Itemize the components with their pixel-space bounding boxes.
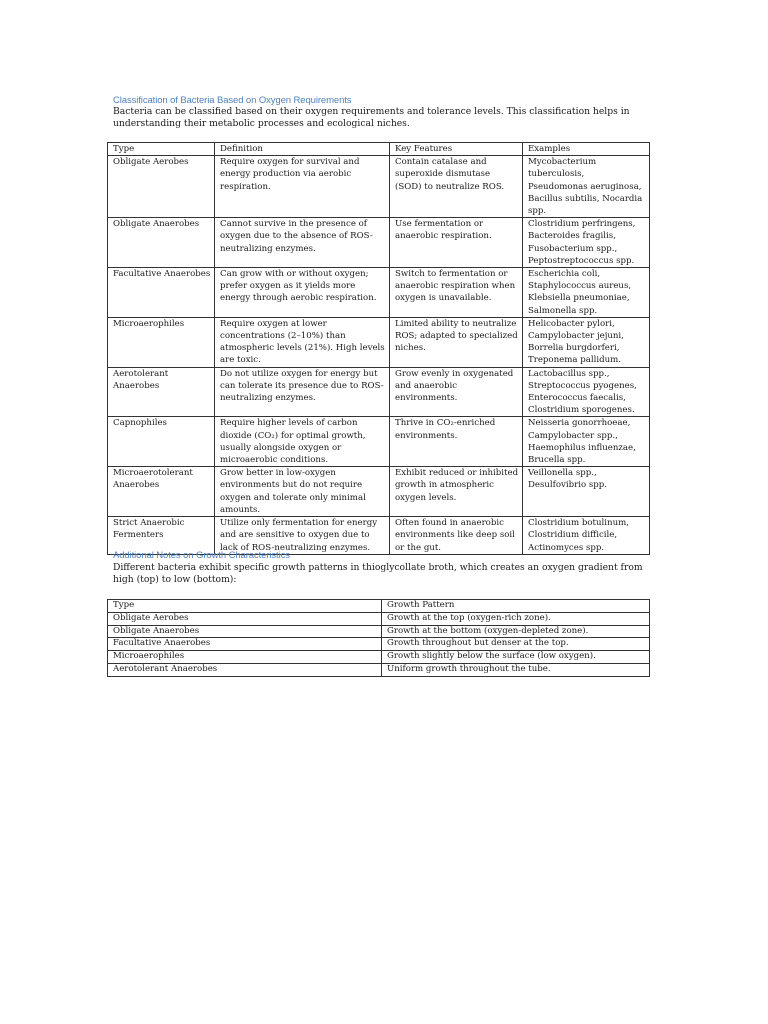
cell-type: Facultative Anaerobes (108, 268, 215, 318)
header-examples: Examples (523, 143, 650, 156)
cell-examples: Mycobacterium tuberculosis, Pseudomonas aeruginosa, Bacillus subtilis, Nocardia spp. (523, 156, 650, 218)
cell-type: Obligate Aerobes (108, 156, 215, 218)
table-row (108, 417, 650, 467)
header-growth-pattern: Growth Pattern (382, 600, 650, 613)
cell-type: Microaerophiles (108, 317, 215, 367)
cell-type: Capnophiles (108, 417, 215, 467)
table-header-row (108, 600, 650, 613)
cell-examples: Clostridium perfringens, Bacteroides fragilis, Fusobacterium spp., Peptostreptococcus spp. (523, 218, 650, 268)
table-header-row (108, 143, 650, 156)
table-row (108, 612, 650, 625)
table-row (108, 663, 650, 676)
cell-key-features: Grow evenly in oxygenated and anaerobic environments. (390, 367, 523, 417)
table-row (108, 638, 650, 651)
section-heading-growth-notes: Additional Notes on Growth Characteristics (113, 550, 290, 561)
cell-definition: Grow better in low-oxygen environments but do not require oxygen and tolerate only minimal amounts. (215, 467, 390, 517)
cell-type: Microaerophiles (108, 651, 382, 664)
cell-definition: Cannot survive in the presence of oxygen due to the absence of ROS-neutralizing enzymes. (215, 218, 390, 268)
table-row (108, 467, 650, 517)
classification-table (107, 142, 650, 555)
header-definition: Definition (215, 143, 390, 156)
table-row (108, 625, 650, 638)
table-row (108, 268, 650, 318)
cell-examples: Clostridium botulinum, Clostridium difficile, Actinomyces spp. (523, 517, 650, 555)
cell-examples: Veillonella spp., Desulfovibrio spp. (523, 467, 650, 517)
cell-key-features: Contain catalase and superoxide dismutase (SOD) to neutralize ROS. (390, 156, 523, 218)
cell-growth-pattern: Uniform growth throughout the tube. (382, 663, 650, 676)
cell-type: Obligate Anaerobes (108, 625, 382, 638)
cell-type: Aerotolerant Anaerobes (108, 663, 382, 676)
cell-examples: Lactobacillus spp., Streptococcus pyogenes, Enterococcus faecalis, Clostridium sporogenes. (523, 367, 650, 417)
table-row (108, 317, 650, 367)
cell-growth-pattern: Growth at the top (oxygen-rich zone). (382, 612, 650, 625)
header-key-features: Key Features (390, 143, 523, 156)
header-type: Type (108, 600, 382, 613)
cell-examples: Escherichia coli, Staphylococcus aureus, Klebsiella pneumoniae, Salmonella spp. (523, 268, 650, 318)
cell-growth-pattern: Growth slightly below the surface (low oxygen). (382, 651, 650, 664)
cell-definition: Require higher levels of carbon dioxide (CO₂) for optimal growth, usually alongside oxygen or microaerobic conditions. (215, 417, 390, 467)
cell-type: Strict Anaerobic Fermenters (108, 517, 215, 555)
cell-type: Obligate Aerobes (108, 612, 382, 625)
cell-examples: Helicobacter pylori, Campylobacter jejuni, Borrelia burgdorferi, Treponema pallidum. (523, 317, 650, 367)
table-row (108, 367, 650, 417)
cell-growth-pattern: Growth throughout but denser at the top. (382, 638, 650, 651)
cell-definition: Utilize only fermentation for energy and are sensitive to oxygen due to lack of ROS-neutralizing enzymes. (215, 517, 390, 555)
table-row (108, 218, 650, 268)
cell-definition: Do not utilize oxygen for energy but can tolerate its presence due to ROS-neutralizing enzymes. (215, 367, 390, 417)
cell-type: Aerotolerant Anaerobes (108, 367, 215, 417)
cell-type: Microaerotolerant Anaerobes (108, 467, 215, 517)
growth-intro-paragraph: Different bacteria exhibit specific growth patterns in thioglycollate broth, which creates an oxygen gradient from high (top) to low (bottom): (113, 562, 643, 586)
cell-type: Facultative Anaerobes (108, 638, 382, 651)
section-heading-classification: Classification of Bacteria Based on Oxygen Requirements (113, 95, 352, 106)
cell-key-features: Use fermentation or anaerobic respiration. (390, 218, 523, 268)
table-row (108, 156, 650, 218)
header-type: Type (108, 143, 215, 156)
cell-type: Obligate Anaerobes (108, 218, 215, 268)
cell-definition: Require oxygen at lower concentrations (2–10%) than atmospheric levels (21%). High levels are toxic. (215, 317, 390, 367)
cell-growth-pattern: Growth at the bottom (oxygen-depleted zone). (382, 625, 650, 638)
table-row (108, 651, 650, 664)
cell-examples: Neisseria gonorrhoeae, Campylobacter spp., Haemophilus influenzae, Brucella spp. (523, 417, 650, 467)
intro-paragraph: Bacteria can be classified based on their oxygen requirements and tolerance levels. This classification helps in understanding their metabolic processes and ecological niches. (113, 106, 630, 130)
cell-key-features: Switch to fermentation or anaerobic respiration when oxygen is unavailable. (390, 268, 523, 318)
cell-key-features: Thrive in CO₂-enriched environments. (390, 417, 523, 467)
cell-key-features: Often found in anaerobic environments like deep soil or the gut. (390, 517, 523, 555)
cell-definition: Can grow with or without oxygen; prefer oxygen as it yields more energy through aerobic respiration. (215, 268, 390, 318)
table-row (108, 517, 650, 555)
cell-key-features: Exhibit reduced or inhibited growth in atmospheric oxygen levels. (390, 467, 523, 517)
cell-key-features: Limited ability to neutralize ROS; adapted to specialized niches. (390, 317, 523, 367)
growth-pattern-table (107, 599, 650, 677)
cell-definition: Require oxygen for survival and energy production via aerobic respiration. (215, 156, 390, 218)
